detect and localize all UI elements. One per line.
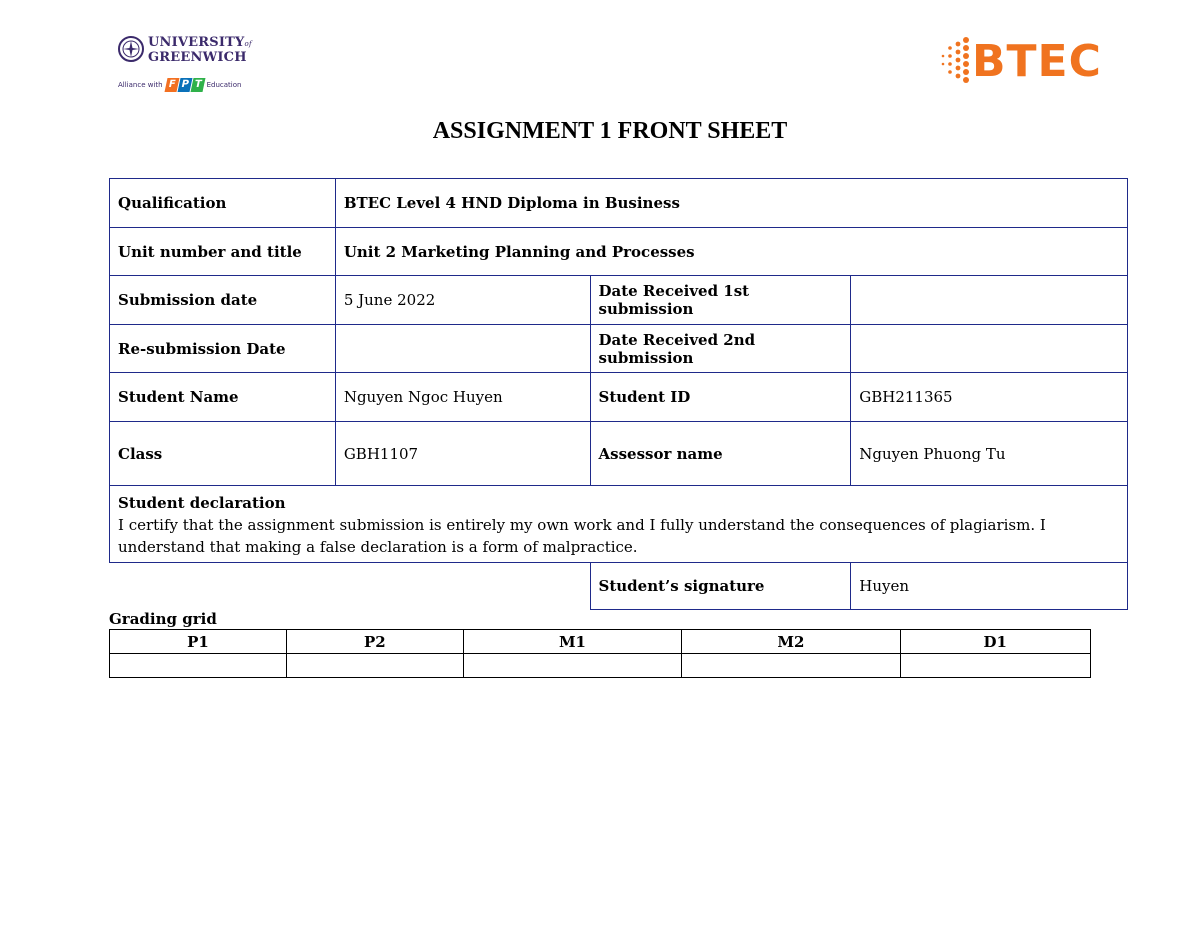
btec-logo <box>936 34 1126 94</box>
grid-cell-m2 <box>682 654 900 678</box>
fpt-logo: F P T <box>166 78 204 92</box>
received-1st-label: Date Received 1st submission <box>590 276 851 325</box>
submission-date-value: 5 June 2022 <box>335 276 590 325</box>
received-1st-value <box>851 276 1128 325</box>
btec-wordmark: BTEC <box>972 36 1102 87</box>
front-sheet-table <box>109 178 1128 610</box>
table-row <box>110 228 1128 276</box>
grading-grid-table <box>109 629 1091 678</box>
student-id-label: Student ID <box>590 373 851 422</box>
grid-header-m2: M2 <box>682 630 900 654</box>
class-value: GBH1107 <box>335 422 590 486</box>
grid-header-m1: M1 <box>463 630 681 654</box>
table-row <box>110 276 1128 325</box>
grid-header-p2: P2 <box>286 630 463 654</box>
grid-header-p1: P1 <box>110 630 287 654</box>
table-row <box>110 422 1128 486</box>
student-name-value: Nguyen Ngoc Huyen <box>335 373 590 422</box>
table-row <box>110 373 1128 422</box>
table-row <box>110 654 1091 678</box>
resubmission-value <box>335 325 590 373</box>
university-logo <box>118 34 252 94</box>
signature-value: Huyen <box>851 563 1128 610</box>
qualification-label: Qualification <box>110 179 336 228</box>
grading-grid-label: Grading grid <box>109 610 217 628</box>
student-name-label: Student Name <box>110 373 336 422</box>
unit-value: Unit 2 Marketing Planning and Processes <box>335 228 1127 276</box>
student-id-value: GBH211365 <box>851 373 1128 422</box>
table-row <box>110 630 1091 654</box>
seal-icon <box>118 36 144 62</box>
table-row <box>110 179 1128 228</box>
assessor-value: Nguyen Phuong Tu <box>851 422 1128 486</box>
unit-label: Unit number and title <box>110 228 336 276</box>
table-row <box>110 325 1128 373</box>
assessor-label: Assessor name <box>590 422 851 486</box>
signature-label: Student’s signature <box>590 563 851 610</box>
grid-cell-p1 <box>110 654 287 678</box>
blank-cell <box>110 563 591 610</box>
qualification-value: BTEC Level 4 HND Diploma in Business <box>335 179 1127 228</box>
received-2nd-label: Date Received 2nd submission <box>590 325 851 373</box>
grid-cell-d1 <box>900 654 1090 678</box>
class-label: Class <box>110 422 336 486</box>
grid-cell-m1 <box>463 654 681 678</box>
university-name: UNIVERSITYof GREENWICH <box>148 35 252 65</box>
declaration-text: I certify that the assignment submission is entirely my own work and I fully understand the consequences of plagiarism. I understand that making a false declaration is a form of malpractice. <box>118 516 1046 556</box>
table-row <box>110 563 1128 610</box>
declaration-cell <box>110 486 1128 563</box>
submission-date-label: Submission date <box>110 276 336 325</box>
page-title: ASSIGNMENT 1 FRONT SHEET <box>432 118 788 144</box>
received-2nd-value <box>851 325 1128 373</box>
grid-header-d1: D1 <box>900 630 1090 654</box>
dots-icon <box>936 34 972 90</box>
declaration-heading: Student declaration <box>118 494 286 512</box>
alliance-line: Alliance with F P T Education <box>118 79 242 90</box>
grid-cell-p2 <box>286 654 463 678</box>
resubmission-label: Re-submission Date <box>110 325 336 373</box>
table-row <box>110 486 1128 563</box>
